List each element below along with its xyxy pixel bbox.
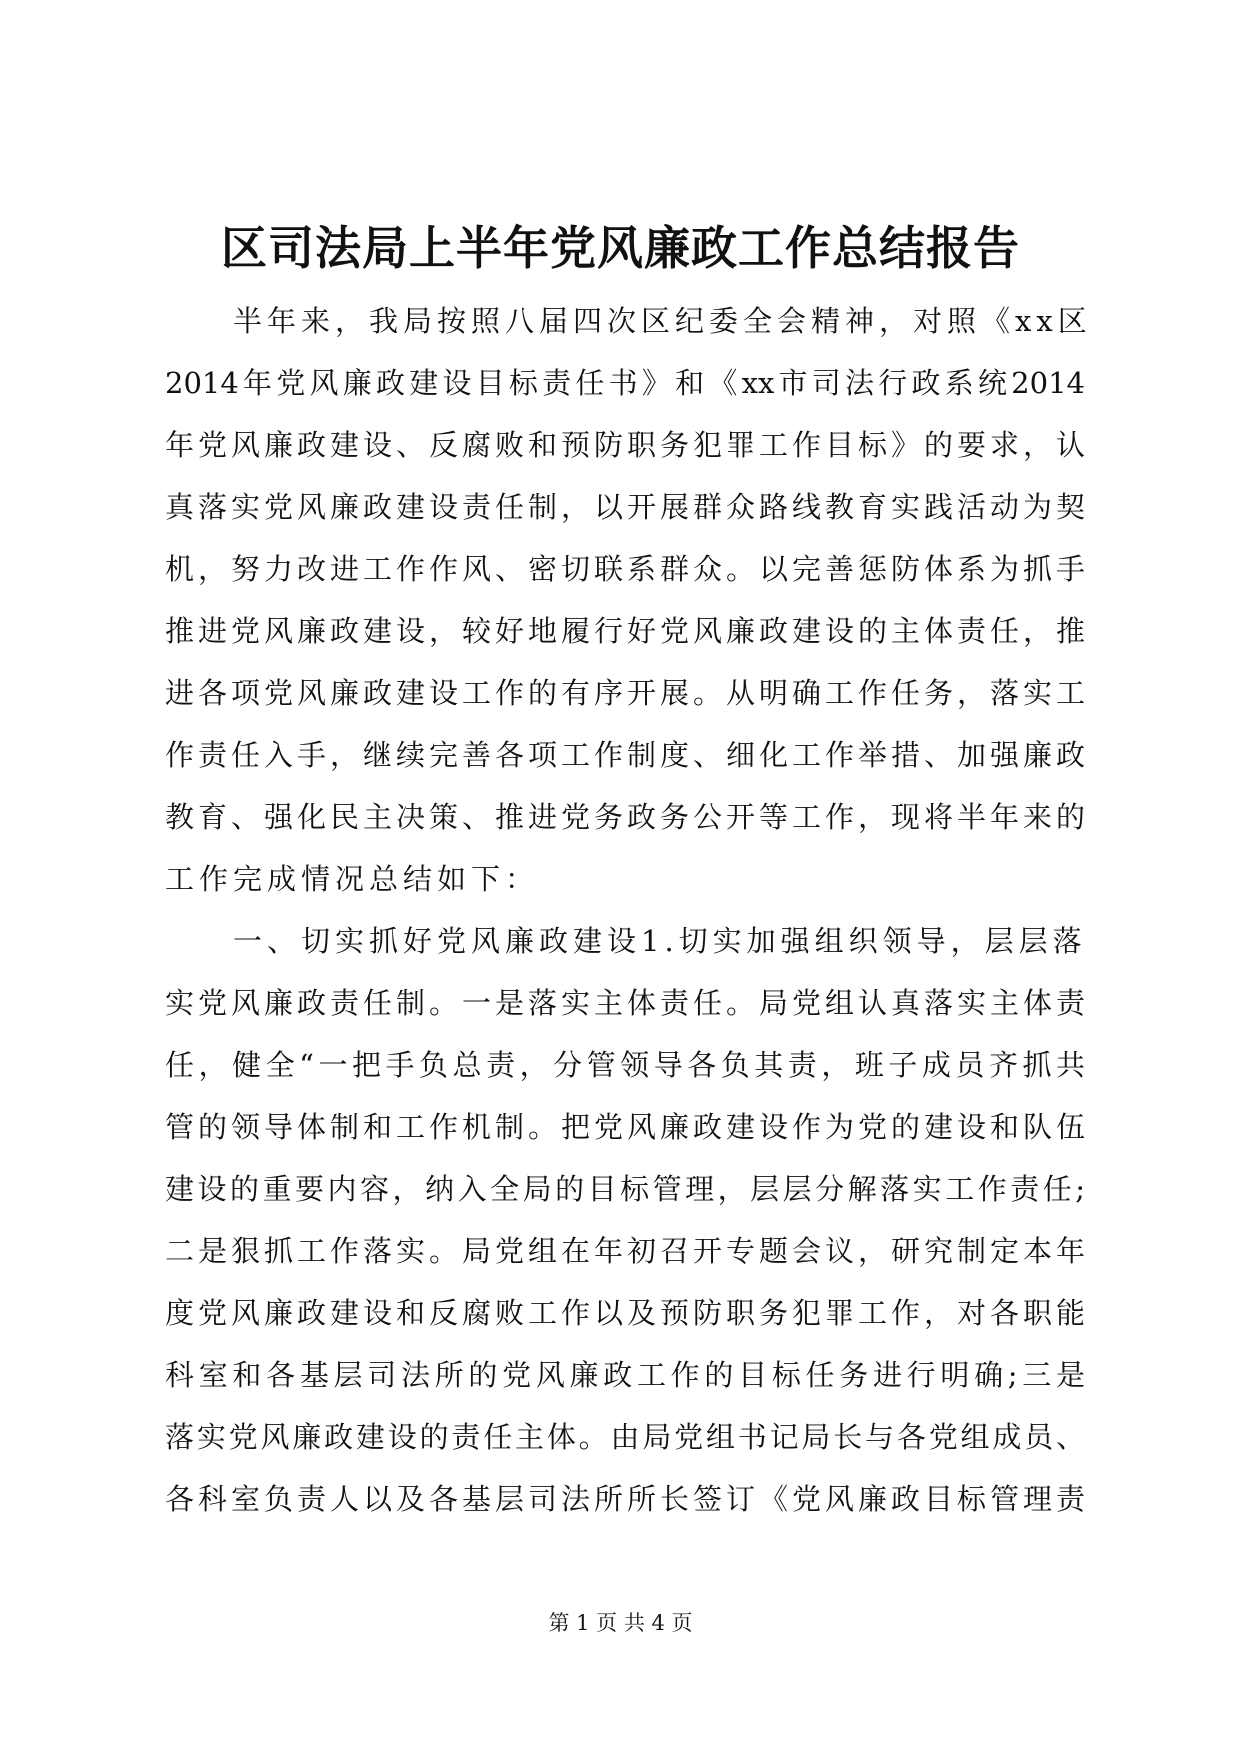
body-line: 作责任入手，继续完善各项工作制度、细化工作举措、加强廉政 — [165, 738, 1085, 772]
body-line: 机，努力改进工作作风、密切联系群众。以完善惩防体系为抓手 — [165, 552, 1085, 586]
body-line: 一、切实抓好党风廉政建设1.切实加强组织领导，层层落 — [165, 924, 1087, 958]
body-line: 进各项党风廉政建设工作的有序开展。从明确工作任务，落实工 — [165, 676, 1085, 710]
body-line: 管的领导体制和工作机制。把党风廉政建设作为党的建设和队伍 — [165, 1110, 1085, 1144]
body-line: 建设的重要内容，纳入全局的目标管理，层层分解落实工作责任; — [165, 1172, 1085, 1206]
document-body — [165, 290, 1092, 1530]
body-line: 推进党风廉政建设，较好地履行好党风廉政建设的主体责任，推 — [165, 614, 1085, 648]
body-line: 落实党风廉政建设的责任主体。由局党组书记局长与各党组成员、 — [165, 1420, 1085, 1454]
body-line: 工作完成情况总结如下： — [165, 862, 540, 896]
body-line: 二是狠抓工作落实。局党组在年初召开专题会议，研究制定本年 — [165, 1234, 1085, 1268]
body-line: 真落实党风廉政建设责任制，以开展群众路线教育实践活动为契 — [165, 490, 1085, 524]
body-line: 科室和各基层司法所的党风廉政工作的目标任务进行明确;三是 — [165, 1358, 1085, 1392]
body-line: 2014年党风廉政建设目标责任书》和《xx市司法行政系统2014 — [165, 366, 1085, 400]
body-line: 度党风廉政建设和反腐败工作以及预防职务犯罪工作，对各职能 — [165, 1296, 1085, 1330]
body-line: 实党风廉政责任制。一是落实主体责任。局党组认真落实主体责 — [165, 986, 1085, 1020]
page-indicator: 第 1 页 共 4 页 — [548, 1611, 693, 1635]
body-line: 任，健全“一把手负总责，分管领导各负其责，班子成员齐抓共 — [165, 1048, 1085, 1082]
body-line: 年党风廉政建设、反腐败和预防职务犯罪工作目标》的要求，认 — [165, 428, 1085, 462]
body-line: 半年来，我局按照八届四次区纪委全会精神，对照《xx区 — [165, 304, 1092, 338]
body-line: 教育、强化民主决策、推进党务政务公开等工作，现将半年来的 — [165, 800, 1085, 834]
document-title: 区司法局上半年党风廉政工作总结报告 — [221, 221, 1020, 275]
body-line: 各科室负责人以及各基层司法所所长签订《党风廉政目标管理责 — [165, 1482, 1085, 1516]
